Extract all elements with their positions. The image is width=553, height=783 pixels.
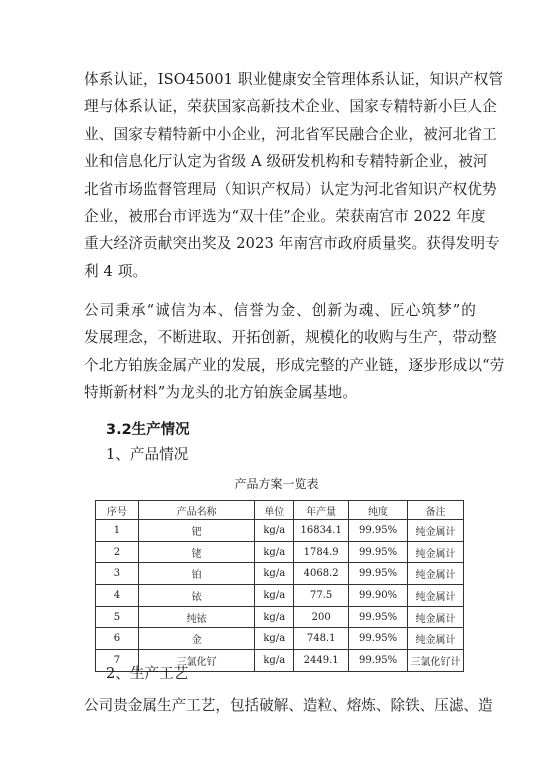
text-line: 体系认证，ISO45001 职业健康安全管理体系认证，知识产权管 — [84, 71, 504, 88]
table-cell: 99.90% — [349, 585, 408, 607]
table-cell: kg/a — [255, 606, 294, 628]
table-cell: 77.5 — [294, 585, 349, 607]
text-line: 重大经济贡献突出奖及 2023 年南宫市政府质量奖。获得发明专 — [84, 235, 500, 253]
table-cell: 纯铱 — [138, 606, 254, 628]
table-cell: 200 — [294, 606, 349, 628]
text-line: 业、国家专精特新中小企业，河北省军民融合企业，被河北省工 — [84, 125, 497, 143]
paragraph-process-description: 公司贵金属生产工艺，包括破解、造粒、熔炼、除铁、压滤、造 — [84, 697, 493, 714]
text-line: 理与体系认证，荣获国家高新技术企业、国家专精特新小巨人企 — [84, 98, 497, 116]
table-row — [96, 585, 464, 607]
table-cell: 纯金属计 — [407, 606, 463, 628]
table-cell: 7 — [96, 650, 139, 672]
text-line: 发展理念，不断进取、开拓创新，规模化的收购与生产，带动整 — [84, 329, 497, 347]
text-line: 企业，被邢台市评选为“双十佳”企业。荣获南宫市 2022 年度 — [84, 208, 486, 226]
table-row — [96, 628, 464, 650]
table-cell: 4068.2 — [294, 563, 349, 585]
table-cell: 纯金属计 — [407, 563, 463, 585]
table-row — [96, 541, 464, 563]
text-line: 业和信息化厅认定为省级 A 级研发机构和专精特新企业，被河 — [84, 153, 488, 171]
table-header-row — [96, 501, 464, 520]
table-cell: kg/a — [255, 585, 294, 607]
table-cell: 16834.1 — [294, 520, 349, 542]
table-row — [96, 606, 464, 628]
table-cell: 铑 — [138, 541, 254, 563]
table-cell: 三氯化钌 — [138, 650, 254, 672]
table-cell: 金 — [138, 628, 254, 650]
table-cell: 3 — [96, 563, 139, 585]
table-cell: 纯金属计 — [407, 585, 463, 607]
table-cell: 6 — [96, 628, 139, 650]
table-cell: kg/a — [255, 541, 294, 563]
header-cell: 纯度 — [349, 501, 408, 520]
table-cell: 99.95% — [349, 520, 408, 542]
table-cell: 99.95% — [349, 628, 408, 650]
table-cell: 748.1 — [294, 628, 349, 650]
table-cell: 1784.9 — [294, 541, 349, 563]
table-cell: 5 — [96, 606, 139, 628]
text-line: 特斯新材料”为龙头的北方铂族金属基地。 — [84, 384, 357, 402]
table-cell: 99.95% — [349, 606, 408, 628]
table-cell: 99.95% — [349, 563, 408, 585]
table-cell: 2 — [96, 541, 139, 563]
table-row — [96, 520, 464, 542]
header-cell: 序号 — [96, 501, 139, 520]
table-cell: kg/a — [255, 628, 294, 650]
table-cell: kg/a — [255, 520, 294, 542]
table-cell: 4 — [96, 585, 139, 607]
table-cell: kg/a — [255, 650, 294, 672]
text-line: 利 4 项。 — [84, 262, 148, 280]
text-line: 公司秉承“诚信为本、信誉为金、创新为魂、匠心筑梦”的 — [84, 302, 476, 319]
table-cell: 1 — [96, 520, 139, 542]
table-cell: 纯金属计 — [407, 520, 463, 542]
paragraph-company-certifications — [84, 66, 504, 285]
table-cell: 钯 — [138, 520, 254, 542]
table-cell: 2449.1 — [294, 650, 349, 672]
table-cell: 99.95% — [349, 541, 408, 563]
header-cell: 单位 — [255, 501, 294, 520]
section-heading: 3.2生产情况 — [106, 422, 190, 438]
header-cell: 年产量 — [294, 501, 349, 520]
table-cell: 纯金属计 — [407, 628, 463, 650]
text-line: 个北方铂族金属产业的发展，形成完整的产业链，逐步形成以“劳 — [84, 356, 505, 374]
subheading-production-process: 2、生产工艺 — [106, 665, 189, 682]
table-cell: kg/a — [255, 563, 294, 585]
table-caption: 产品方案一览表 — [234, 477, 319, 491]
paragraph-development-philosophy — [84, 297, 505, 407]
header-cell: 备注 — [407, 501, 463, 520]
table-cell: 铂 — [138, 563, 254, 585]
header-cell: 产品名称 — [138, 501, 254, 520]
table-cell: 铱 — [138, 585, 254, 607]
table-row — [96, 563, 464, 585]
table-cell: 纯金属计 — [407, 541, 463, 563]
table-cell: 99.95% — [349, 650, 408, 672]
text-line: 北省市场监督管理局（知识产权局）认定为河北省知识产权优势 — [84, 180, 497, 198]
subheading-product-info: 1、产品情况 — [106, 446, 189, 463]
table-cell: 三氯化钌计 — [407, 650, 463, 672]
product-table — [95, 500, 464, 672]
